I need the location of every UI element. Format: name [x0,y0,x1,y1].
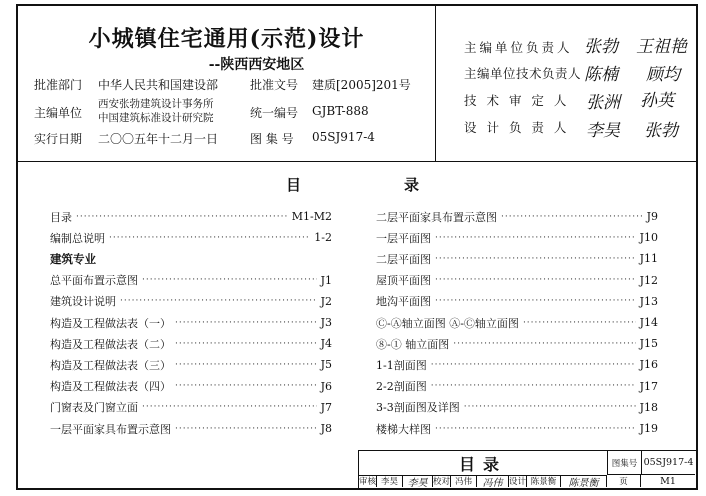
toc-entry-label: 地沟平面图 [376,295,431,309]
title-block-name: 目录 [359,451,607,476]
toc-entry [50,420,332,437]
title-block [358,450,696,488]
toc-leader-dots [431,381,636,391]
toc-entry [50,293,332,310]
toc-entry-number: J12 [639,273,658,287]
tb-checker: 冯伟 [451,475,477,487]
toc-entry-number: M1-M2 [291,210,332,223]
toc-entry [50,272,332,289]
toc-entry-number: J15 [639,337,658,351]
tb-design-label: 设计 [509,477,527,487]
toc-entry [50,378,332,395]
toc-entry [50,335,332,352]
toc-entry-number: J5 [320,358,332,372]
toc-entry [376,314,658,331]
editor-label: 主编单位 [34,106,83,120]
toc-section-label: 建筑专业 [50,251,96,266]
toc-entry-label: Ⓒ-Ⓐ轴立面图 Ⓐ-Ⓒ轴立面图 [376,316,519,330]
toc-entry [376,208,658,225]
toc-title-right: 录 [404,176,420,194]
toc-entry [376,272,658,289]
toc-leader-dots [501,212,643,222]
tb-reviewer-signature: 李昊 [403,475,433,487]
toc-leader-dots [435,424,636,434]
toc-entry-number: J9 [646,210,658,223]
toc-entry-label: 构造及工程做法表（一） [50,316,171,330]
toc-entry-number: J7 [320,400,332,414]
toc-entry [376,293,658,310]
signature: 孙英 [640,91,674,111]
tb-designer: 陈景衡 [527,475,561,487]
toc-entry-label: 二层平面图 [376,252,431,266]
atlas-subtitle [18,54,435,74]
toc-leader-dots [435,233,636,243]
toc-entry [376,399,658,416]
toc-entry-label: 目录 [50,210,72,224]
toc-entry-number: J6 [320,379,332,393]
toc-entry [376,420,658,437]
date-label: 实行日期 [34,132,83,146]
toc-entry [50,356,332,373]
toc-entry-label: 一层平面图 [376,231,431,245]
toc-entry-number: J18 [639,400,658,414]
atlas-title: 小城镇住宅通用(示范)设计 [88,26,365,52]
subtitle-text: --陕西西安地区 [208,57,305,73]
tb-review-label: 审核 [359,477,377,487]
toc-entry-label: 3-3剖面图及详图 [376,401,460,415]
toc-entry [50,229,332,246]
tb-checker-signature: 冯伟 [477,475,509,487]
toc-entry-number: J16 [639,358,658,372]
signature: 陈楠 [584,65,618,85]
tb-page-value: M1 [660,475,676,487]
toc-entry-label: 二层平面家具布置示意图 [376,210,497,224]
toc-entry-number: J3 [320,316,332,329]
toc-entry-number: J4 [320,337,332,351]
drawing-frame [16,4,698,490]
responsible-role: 主编单位技术负责人 [464,66,582,81]
signature: 顾均 [646,65,680,85]
toc-entry-label: 总平面布置示意图 [50,274,138,288]
atlas-label: 图 集 号 [250,132,294,146]
toc-entry [376,229,658,246]
effective-date: 二〇〇五年十二月一日 [98,132,219,146]
toc-entry-number: J1 [320,273,332,287]
tb-check-label: 校对 [433,477,451,487]
toc-entry-label: 编制总说明 [50,231,105,245]
header-divider [435,6,436,161]
toc-entry [50,314,332,331]
toc-entry-number: J2 [320,294,332,308]
toc-entry [50,399,332,416]
approve-doc-label: 批准文号 [250,78,299,92]
editor-line1: 西安张勃建筑设计事务所 [98,98,214,110]
serial-label: 统一编号 [250,106,299,120]
toc-entry-label: 2-2剖面图 [376,380,427,394]
responsible-role: 技 术 审 定 人 [464,93,570,108]
toc-entry-number: J11 [639,252,658,266]
toc-entry-label: 门窗表及门窗立面 [50,401,138,415]
toc-entry-label: 构造及工程做法表（三） [50,358,171,372]
toc-title-left: 目 [286,176,302,194]
signature: 王祖艳 [636,37,687,57]
responsible-role: 设 计 负 责 人 [464,120,570,135]
toc-entry-label: 楼梯大样图 [376,422,431,436]
toc-entry-label: 建筑设计说明 [50,295,116,309]
toc-entry [376,356,658,373]
toc-entry-number: J17 [639,379,658,393]
toc-leader-dots [175,339,317,349]
toc-leader-dots [142,402,317,412]
approve-doc: 建质[2005]201号 [312,78,411,92]
toc-leader-dots [120,296,317,306]
approve-dept-label: 批准部门 [34,78,83,92]
toc-leader-dots [431,360,636,370]
toc-leader-dots [175,381,317,391]
toc-leader-dots [175,318,317,328]
toc-leader-dots [435,254,636,264]
toc-entry-label: 1-1剖面图 [376,358,427,372]
tb-atlas-value: 05SJ917-4 [641,451,695,475]
signature: 张勃 [584,37,618,57]
toc-leader-dots [175,360,317,370]
toc-entry [376,378,658,395]
toc-leader-dots [464,402,636,412]
signature: 张洲 [586,93,620,113]
toc-leader-dots [435,296,636,306]
toc-entry [376,335,658,352]
toc-leader-dots [453,339,635,349]
toc-leader-dots [109,233,310,243]
toc-entry-label: 屋顶平面图 [376,274,431,288]
atlas-number: 05SJ917-4 [312,130,375,144]
toc-entry [376,250,658,267]
toc-entry-label: ⑧-① 轴立面图 [376,337,450,351]
toc-entry-label: 构造及工程做法表（二） [50,337,171,351]
toc-entry [50,250,332,267]
toc-leader-dots [175,424,317,434]
toc-leader-dots [76,212,288,222]
editor-line2: 中国建筑标准设计研究院 [98,112,214,124]
tb-atlas-label: 图集号 [607,451,641,475]
toc-entry-number: J13 [639,294,658,308]
toc-entry-number: J14 [639,316,658,329]
approve-dept: 中华人民共和国建设部 [98,78,219,92]
signature: 李昊 [586,121,620,141]
toc-entry-label: 构造及工程做法表（四） [50,380,171,394]
tb-designer-signature: 陈景衡 [561,475,607,487]
responsible-role: 主编单位负责人 [464,40,573,55]
toc-entry [50,208,332,225]
toc-entry-number: J19 [639,422,658,435]
toc-leader-dots [523,318,636,328]
toc-entry-label: 一层平面家具布置示意图 [50,422,171,436]
toc-entry-number: J10 [639,231,658,245]
tb-reviewer: 李昊 [377,475,403,487]
toc-entry-number: 1-2 [314,231,332,245]
signature: 张勃 [644,121,678,141]
serial-number: GJBT-888 [312,104,369,118]
toc-entry-number: J8 [320,422,332,435]
toc-leader-dots [142,275,317,285]
toc-leader-dots [435,275,636,285]
tb-page-label: 页 [607,475,641,487]
